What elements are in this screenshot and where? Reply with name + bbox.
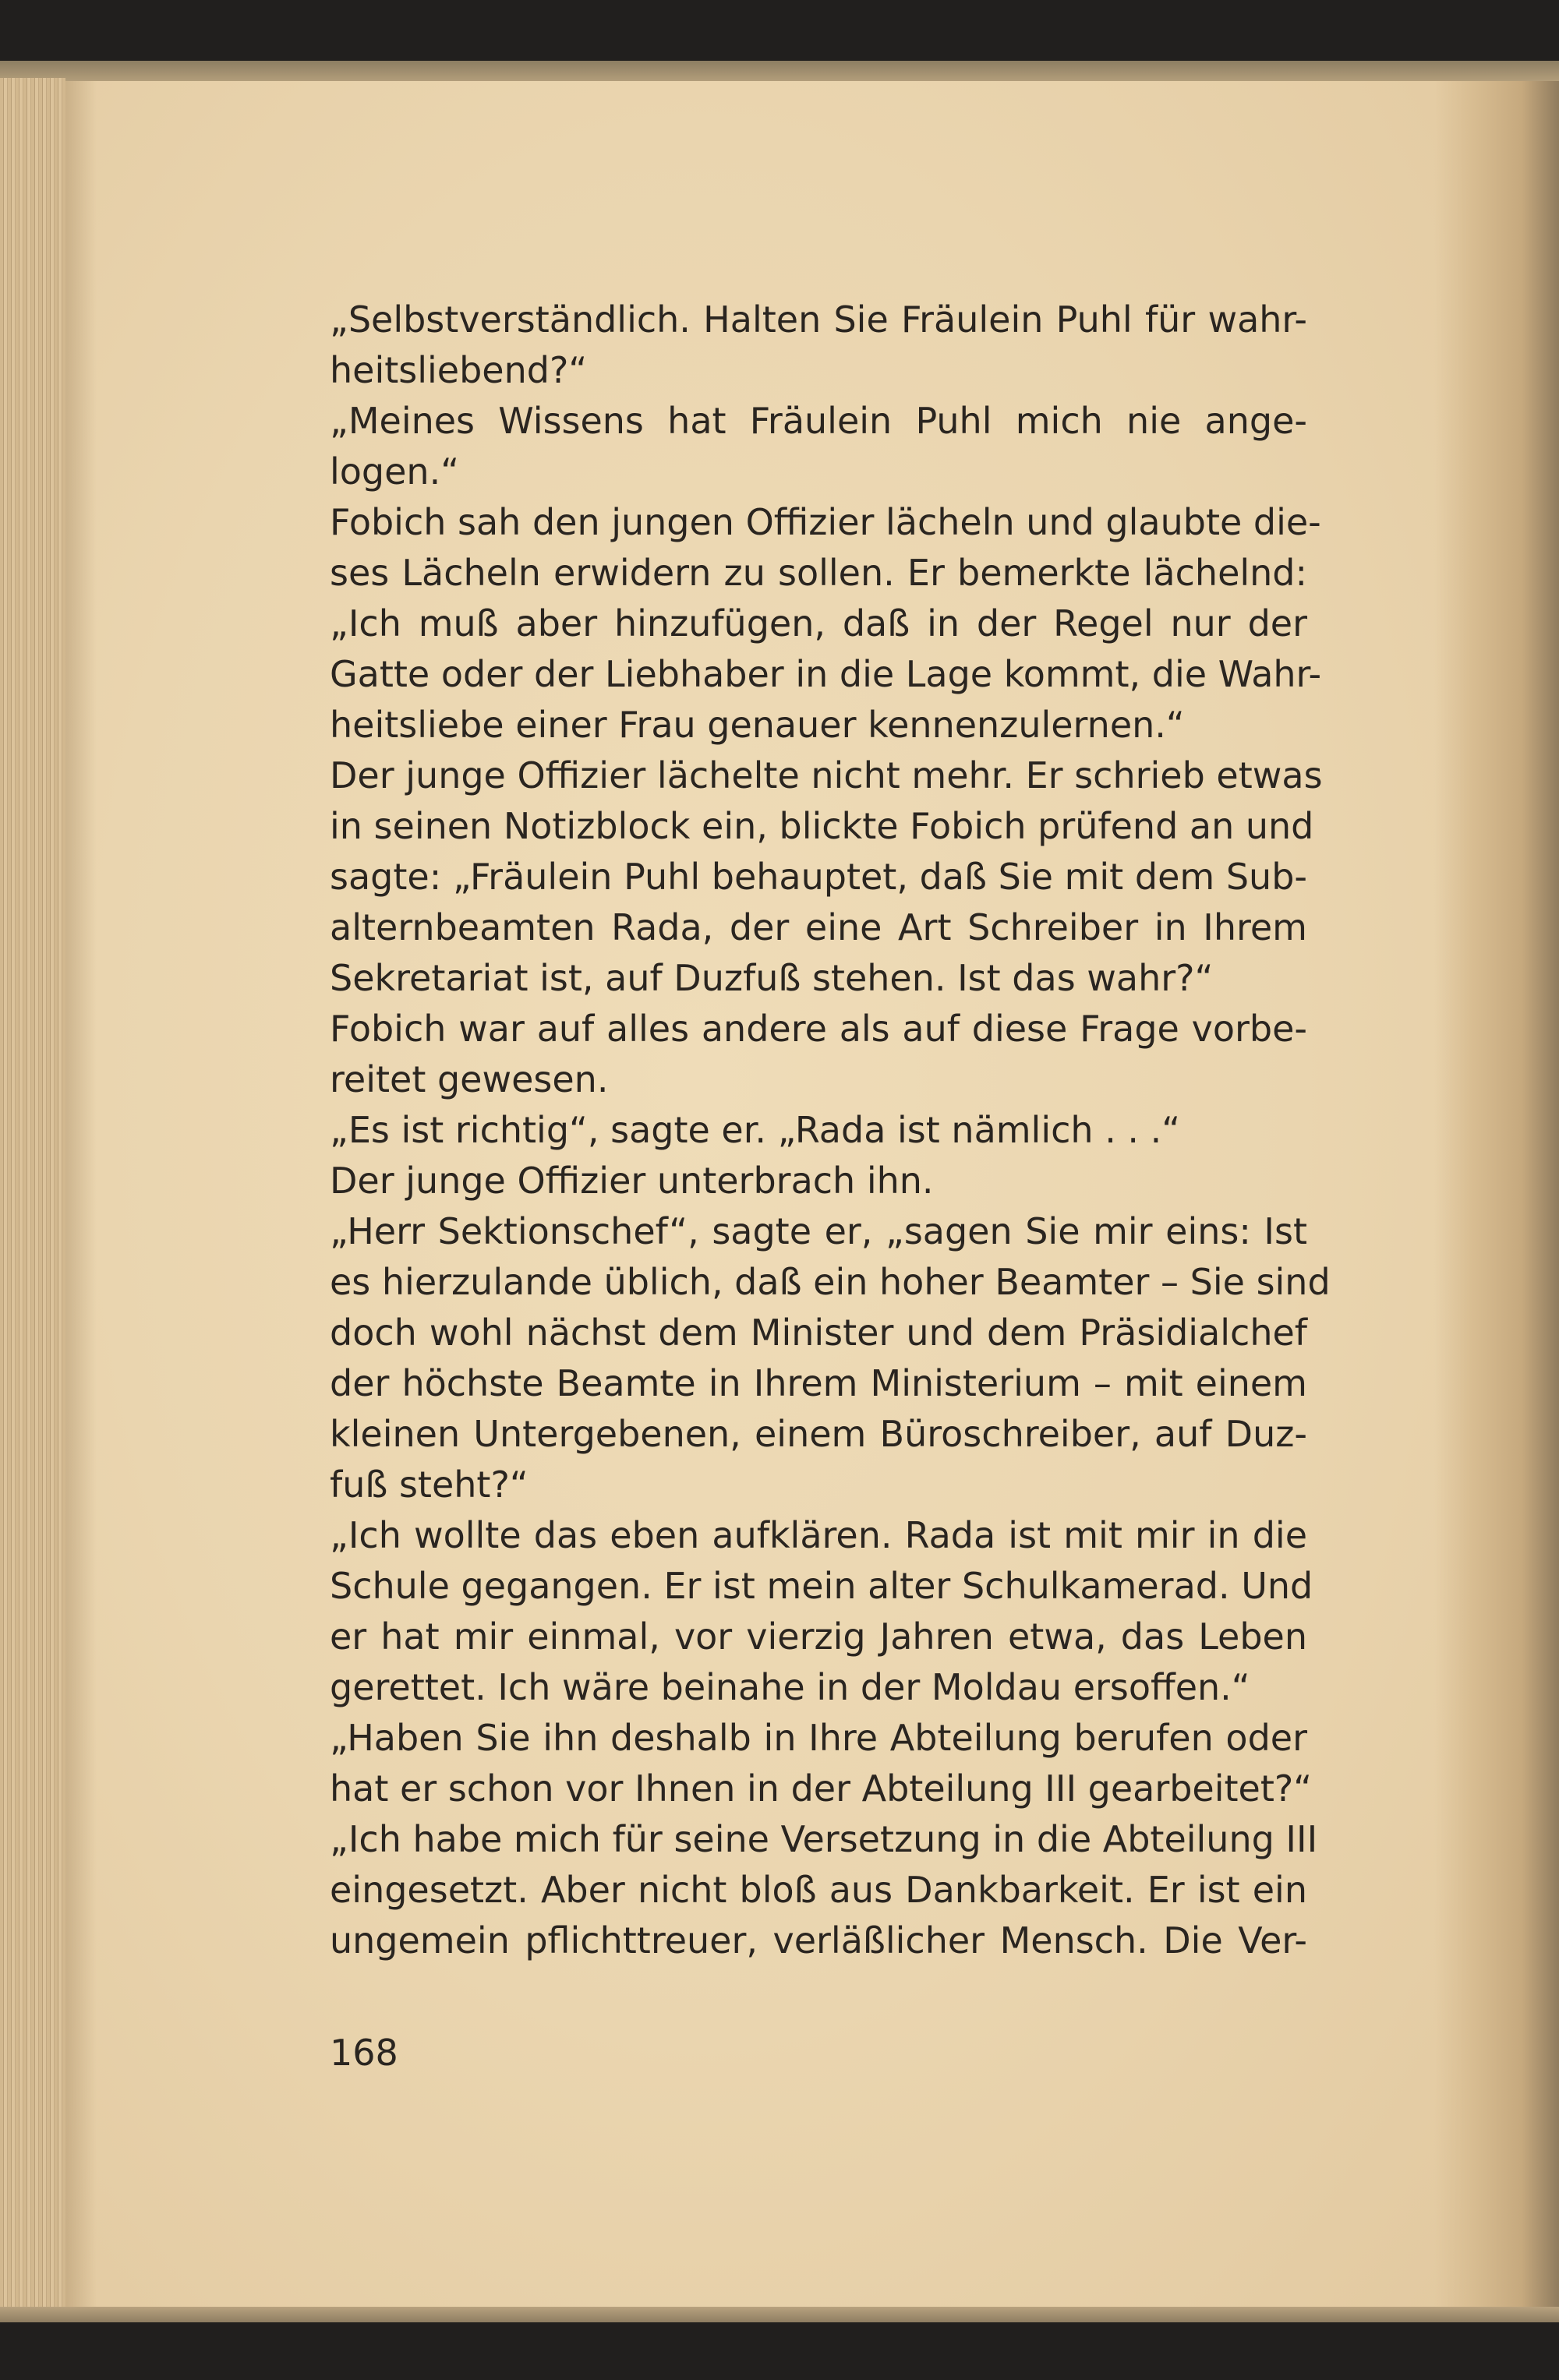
text-line: ses Lächeln erwidern zu sollen. Er bemerkte lächelnd:: [330, 552, 1307, 594]
text-line: „Herr Sektionschef“, sagte er, „sagen Sie mir eins: Ist: [330, 1210, 1307, 1252]
text-line: eingesetzt. Aber nicht bloß aus Dankbarkeit. Er ist ein: [330, 1869, 1307, 1911]
text-line: doch wohl nächst dem Minister und dem Präsidialchef: [330, 1312, 1307, 1354]
text-line: heitsliebend?“: [330, 349, 588, 391]
text-line: „Haben Sie ihn deshalb in Ihre Abteilung berufen oder: [330, 1717, 1307, 1759]
text-line: Fobich sah den jungen Offizier lächeln und glaubte die-: [330, 501, 1321, 543]
scan-background-bottom: [0, 2322, 1559, 2380]
text-line: gerettet. Ich wäre beinahe in der Moldau ersoffen.“: [330, 1666, 1250, 1708]
text-line: „Ich habe mich für seine Versetzung in die Abteilung III: [330, 1818, 1318, 1860]
text-line: „Es ist richtig“, sagte er. „Rada ist nämlich . . .“: [330, 1109, 1181, 1151]
text-line: alternbeamten Rada, der eine Art Schreiber in Ihrem: [330, 906, 1307, 948]
book-top-edge: [0, 61, 1559, 83]
text-line: Der junge Offizier unterbrach ihn.: [330, 1160, 934, 1202]
page-number: 168: [330, 2032, 398, 2074]
body-text: [330, 295, 1331, 1966]
text-line: es hierzulande üblich, daß ein hoher Beamter – Sie sind: [330, 1261, 1331, 1303]
text-line: „Selbstverständlich. Halten Sie Fräulein Puhl für wahr-: [330, 298, 1307, 341]
text-line: hat er schon vor Ihnen in der Abteilung III gearbeitet?“: [330, 1767, 1313, 1810]
text-line: fuß steht?“: [330, 1464, 529, 1506]
gutter-shadow: [65, 81, 97, 2308]
scan-background-top: [0, 0, 1559, 61]
text-line: Gatte oder der Liebhaber in die Lage kommt, die Wahr-: [330, 653, 1322, 695]
text-line: heitsliebe einer Frau genauer kennenzulernen.“: [330, 704, 1185, 746]
text-line: Schule gegangen. Er ist mein alter Schulkamerad. Und: [330, 1565, 1313, 1607]
text-line: ungemein pflichttreuer, verläßlicher Mensch. Die Ver-: [330, 1919, 1307, 1962]
page-stack-edges: [0, 78, 65, 2308]
text-line: „Meines Wissens hat Fräulein Puhl mich nie ange-: [330, 400, 1307, 442]
page-right-shadow: [1434, 81, 1559, 2308]
text-line: Der junge Offizier lächelte nicht mehr. Er schrieb etwas: [330, 754, 1323, 796]
text-line: Fobich war auf alles andere als auf diese Frage vorbe-: [330, 1008, 1307, 1050]
text-line: er hat mir einmal, vor vierzig Jahren etwa, das Leben: [330, 1616, 1307, 1658]
text-line: „Ich wollte das eben aufklären. Rada ist mit mir in die: [330, 1514, 1307, 1556]
text-line: „Ich muß aber hinzufügen, daß in der Regel nur der: [330, 602, 1307, 644]
text-line: Sekretariat ist, auf Duzfuß stehen. Ist das wahr?“: [330, 957, 1214, 999]
text-line: kleinen Untergebenen, einem Büroschreiber, auf Duz-: [330, 1413, 1307, 1455]
text-line: reitet gewesen.: [330, 1058, 609, 1100]
text-line: logen.“: [330, 450, 460, 493]
text-line: in seinen Notizblock ein, blickte Fobich prüfend an und: [330, 805, 1314, 847]
text-line: der höchste Beamte in Ihrem Ministerium – mit einem: [330, 1362, 1307, 1404]
text-line: sagte: „Fräulein Puhl behauptet, daß Sie mit dem Sub-: [330, 856, 1307, 898]
book-bottom-edge: [0, 2307, 1559, 2324]
